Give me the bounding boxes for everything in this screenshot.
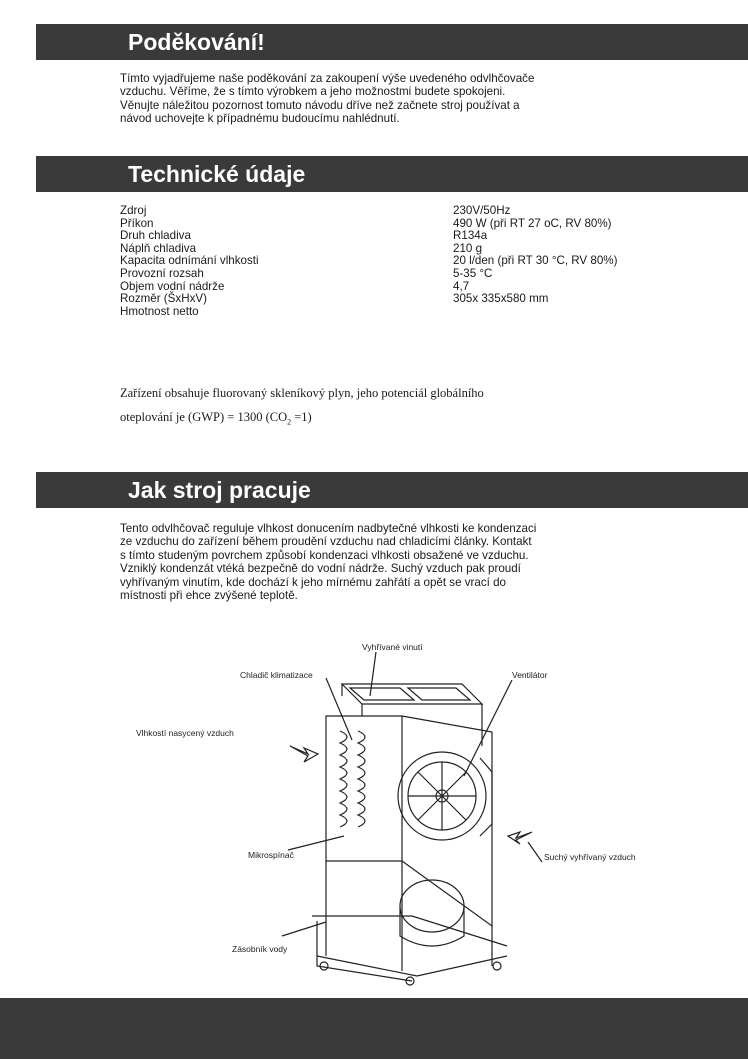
thanks-paragraph <box>120 72 720 126</box>
compressor-body <box>400 906 464 946</box>
text-line: Tento odvlhčovač reguluje vlhkost donucením nadbytečné vlhkosti ke kondenzaci <box>120 522 537 535</box>
label-heated-coil: Vyhřívané vinutí <box>362 642 423 652</box>
humid-air-arrow <box>290 746 318 762</box>
spec-row <box>120 268 720 281</box>
spec-row <box>120 255 720 268</box>
leader-water-tank <box>282 922 326 936</box>
spec-table <box>120 205 720 318</box>
label-water-tank: Zásobník vody <box>232 944 288 954</box>
spec-label: Provozní rozsah <box>120 266 204 280</box>
spec-label: Náplň chladiva <box>120 241 197 255</box>
heading-how-it-works: Jak stroj pracuje <box>36 472 748 508</box>
spec-label: Druh chladiva <box>120 229 191 243</box>
spec-value: 490 W (při RT 27 oC, RV 80%) <box>453 216 612 230</box>
text-line: Vzniklý kondenzát vtéká bezpečně do vodní nádrže. Suchý vzduch pak proudí <box>120 562 521 576</box>
leader-microswitch <box>288 836 344 850</box>
label-microswitch: Mikrospínač <box>248 850 294 860</box>
text-line: ze vzduchu do zařízení během proudění vzduchu nad chladicími články. Kontakt <box>120 535 532 549</box>
text-line: Věnujte náležitou pozornost tomuto návodu dříve než začnete stroj používat a <box>120 98 520 112</box>
how-paragraph <box>120 522 720 602</box>
text-line: Tímto vyjadřujeme naše poděkování za zakoupení výše uvedeného odvlhčovače <box>120 72 535 85</box>
dehumidifier-diagram <box>112 636 712 986</box>
spec-label: Rozměr (ŠxHxV) <box>120 292 207 306</box>
label-cooling: Chladič klimatizace <box>240 670 313 680</box>
spec-label: Objem vodní nádrže <box>120 279 225 293</box>
spec-row <box>120 306 720 319</box>
spec-value: 230V/50Hz <box>453 204 511 217</box>
spec-value: 5-35 °C <box>453 266 493 280</box>
spec-row <box>120 281 720 294</box>
leader-heated-coil <box>370 652 376 696</box>
leader-cooling <box>326 678 352 740</box>
gwp-line-2 <box>120 410 312 427</box>
top-compartment-right <box>408 688 470 700</box>
text-line: vzduchu. Věříme, že s tímto výrobkem a jeho možnostmi budete spokojeni. <box>120 85 506 99</box>
text-line: místnosti při ehce zvýšené teplotě. <box>120 589 298 603</box>
leader-dry-air <box>528 842 542 862</box>
heading-technical-data: Technické údaje <box>36 156 748 192</box>
spec-label: Zdroj <box>120 204 147 217</box>
spec-row <box>120 293 720 306</box>
spec-label: Příkon <box>120 216 154 230</box>
spec-value: 4,7 <box>453 279 470 293</box>
spec-value: R134a <box>453 229 488 243</box>
label-fan: Ventilátor <box>512 670 548 680</box>
text-line: vyhřívaným vinutím, kde dochází k jeho mírnému zahřátí a opět se vrací do <box>120 575 506 589</box>
cooling-coil-2 <box>358 731 365 827</box>
footer-bar <box>0 998 748 1059</box>
frame-left <box>326 716 402 861</box>
spec-label: Kapacita odnímání vlhkosti <box>120 254 259 268</box>
spec-value: 305x 335x580 mm <box>453 292 549 306</box>
text-line: návod uchovejte k případnému budoucímu nahlédnutí. <box>120 112 400 126</box>
heading-thanks: Poděkování! <box>36 24 748 60</box>
gwp-subscript: 2 <box>287 417 292 427</box>
label-humid-air: Vlhkostí nasycený vzduch <box>136 728 234 738</box>
gwp-line-1: Zařízení obsahuje fluorovaný skleníkový plyn, jeho potenciál globálního <box>120 386 484 400</box>
spec-row <box>120 205 720 218</box>
spec-label: Hmotnost netto <box>120 304 199 318</box>
cooling-coil <box>340 731 347 827</box>
gwp-prefix: oteplování je (GWP) = 1300 (CO <box>120 410 288 424</box>
wheel <box>493 962 501 970</box>
top-edges <box>342 684 482 746</box>
label-dry-air: Suchý vyhřívaný vzduch <box>544 852 636 862</box>
wheel <box>320 962 328 970</box>
spec-row <box>120 230 720 243</box>
compressor <box>400 880 464 932</box>
spec-value: 20 l/den (při RT 30 °C, RV 80%) <box>453 254 618 268</box>
spec-row <box>120 218 720 231</box>
top-cover-outline <box>342 684 482 704</box>
top-compartment-left <box>350 688 414 700</box>
text-line: s tímto studeným povrchem způsobí kondenzaci vlhkosti obsažené ve vzduchu. <box>120 548 529 562</box>
gwp-suffix: =1) <box>291 410 312 424</box>
spec-value: 210 g <box>453 241 483 255</box>
spec-value <box>453 306 720 319</box>
